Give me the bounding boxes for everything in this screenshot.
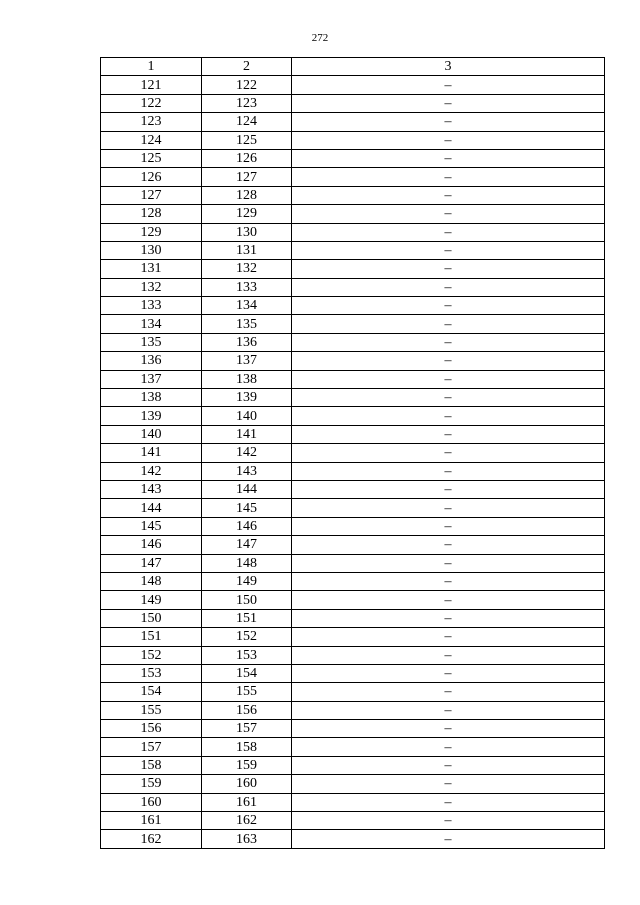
table-cell-col-2: 137 (202, 352, 292, 370)
table-cell-col-3: – (292, 260, 605, 278)
table-row (101, 646, 605, 664)
table-row (101, 425, 605, 443)
table-cell-col-1: 155 (101, 701, 202, 719)
table-row (101, 517, 605, 535)
table-cell-col-3: – (292, 536, 605, 554)
table-cell-col-3: – (292, 499, 605, 517)
table-cell-col-3: – (292, 609, 605, 627)
table-body (101, 76, 605, 848)
table-row (101, 315, 605, 333)
table-cell-col-2: 156 (202, 701, 292, 719)
table-cell-col-1: 156 (101, 720, 202, 738)
table-cell-col-1: 127 (101, 186, 202, 204)
column-header-2: 2 (202, 58, 292, 76)
table-cell-col-2: 131 (202, 241, 292, 259)
header-row (101, 58, 605, 76)
page-number: 272 (311, 32, 329, 44)
table-row (101, 370, 605, 388)
table-cell-col-1: 157 (101, 738, 202, 756)
table-cell-col-2: 148 (202, 554, 292, 572)
table-row (101, 480, 605, 498)
data-table (100, 57, 605, 849)
table-cell-col-3: – (292, 812, 605, 830)
table-cell-col-3: – (292, 149, 605, 167)
table-cell-col-1: 142 (101, 462, 202, 480)
table-cell-col-1: 126 (101, 168, 202, 186)
table-cell-col-2: 134 (202, 297, 292, 315)
table-cell-col-3: – (292, 333, 605, 351)
table-cell-col-1: 124 (101, 131, 202, 149)
table-cell-col-1: 149 (101, 591, 202, 609)
table-cell-col-3: – (292, 830, 605, 848)
table-cell-col-1: 128 (101, 205, 202, 223)
table-row (101, 113, 605, 131)
table-cell-col-3: – (292, 94, 605, 112)
table-cell-col-1: 136 (101, 352, 202, 370)
table-cell-col-3: – (292, 701, 605, 719)
table-cell-col-1: 148 (101, 572, 202, 590)
table-row (101, 333, 605, 351)
table-cell-col-2: 124 (202, 113, 292, 131)
table-cell-col-3: – (292, 370, 605, 388)
table-row (101, 352, 605, 370)
table-row (101, 241, 605, 259)
table-cell-col-1: 137 (101, 370, 202, 388)
table-cell-col-3: – (292, 315, 605, 333)
table-cell-col-1: 154 (101, 683, 202, 701)
table-cell-col-1: 160 (101, 793, 202, 811)
table-cell-col-3: – (292, 517, 605, 535)
table-cell-col-1: 151 (101, 628, 202, 646)
table-cell-col-1: 153 (101, 664, 202, 682)
table-cell-col-1: 133 (101, 297, 202, 315)
table-row (101, 738, 605, 756)
table-cell-col-3: – (292, 131, 605, 149)
table-row (101, 168, 605, 186)
table-cell-col-3: – (292, 186, 605, 204)
table-row (101, 720, 605, 738)
table-cell-col-2: 145 (202, 499, 292, 517)
table-cell-col-3: – (292, 572, 605, 590)
table-row (101, 131, 605, 149)
table-cell-col-2: 158 (202, 738, 292, 756)
table-row (101, 793, 605, 811)
table-cell-col-2: 136 (202, 333, 292, 351)
table-cell-col-1: 147 (101, 554, 202, 572)
table-cell-col-3: – (292, 425, 605, 443)
table-row (101, 775, 605, 793)
table-cell-col-2: 138 (202, 370, 292, 388)
table-cell-col-2: 150 (202, 591, 292, 609)
table-cell-col-3: – (292, 113, 605, 131)
table-cell-col-3: – (292, 389, 605, 407)
table-cell-col-1: 145 (101, 517, 202, 535)
table-cell-col-2: 129 (202, 205, 292, 223)
table-cell-col-1: 140 (101, 425, 202, 443)
table-row (101, 683, 605, 701)
table-row (101, 389, 605, 407)
table-row (101, 830, 605, 848)
table-cell-col-2: 142 (202, 444, 292, 462)
table-row (101, 628, 605, 646)
table-cell-col-2: 152 (202, 628, 292, 646)
table-cell-col-2: 133 (202, 278, 292, 296)
table-cell-col-3: – (292, 297, 605, 315)
table-cell-col-3: – (292, 352, 605, 370)
table-cell-col-2: 139 (202, 389, 292, 407)
table-cell-col-1: 132 (101, 278, 202, 296)
table-cell-col-3: – (292, 205, 605, 223)
table-cell-col-1: 130 (101, 241, 202, 259)
table-cell-col-2: 149 (202, 572, 292, 590)
table-cell-col-2: 140 (202, 407, 292, 425)
table-cell-col-2: 155 (202, 683, 292, 701)
column-header-1: 1 (101, 58, 202, 76)
table-row (101, 499, 605, 517)
table-cell-col-3: – (292, 664, 605, 682)
table-cell-col-3: – (292, 628, 605, 646)
table-row (101, 205, 605, 223)
table-cell-col-1: 143 (101, 480, 202, 498)
table-cell-col-3: – (292, 720, 605, 738)
table-cell-col-2: 160 (202, 775, 292, 793)
table-cell-col-2: 157 (202, 720, 292, 738)
table-cell-col-2: 147 (202, 536, 292, 554)
table-cell-col-2: 126 (202, 149, 292, 167)
table-cell-col-1: 121 (101, 76, 202, 94)
table-row (101, 297, 605, 315)
table-cell-col-3: – (292, 241, 605, 259)
table-cell-col-2: 125 (202, 131, 292, 149)
table-cell-col-3: – (292, 444, 605, 462)
table-cell-col-3: – (292, 554, 605, 572)
table-cell-col-1: 146 (101, 536, 202, 554)
table-row (101, 701, 605, 719)
table-row (101, 149, 605, 167)
table-cell-col-1: 152 (101, 646, 202, 664)
table-cell-col-3: – (292, 76, 605, 94)
table-cell-col-1: 123 (101, 113, 202, 131)
table-cell-col-3: – (292, 756, 605, 774)
table-cell-col-3: – (292, 407, 605, 425)
table-cell-col-1: 125 (101, 149, 202, 167)
table-cell-col-3: – (292, 738, 605, 756)
table-row (101, 572, 605, 590)
table-cell-col-1: 129 (101, 223, 202, 241)
table-row (101, 223, 605, 241)
table-cell-col-3: – (292, 793, 605, 811)
table-cell-col-3: – (292, 462, 605, 480)
table-row (101, 609, 605, 627)
table-cell-col-3: – (292, 278, 605, 296)
table-cell-col-1: 162 (101, 830, 202, 848)
table-cell-col-2: 163 (202, 830, 292, 848)
table-cell-col-2: 154 (202, 664, 292, 682)
table-cell-col-1: 131 (101, 260, 202, 278)
table-cell-col-2: 144 (202, 480, 292, 498)
table-cell-col-2: 135 (202, 315, 292, 333)
column-header-3: 3 (292, 58, 605, 76)
table-cell-col-3: – (292, 480, 605, 498)
table-cell-col-3: – (292, 223, 605, 241)
table-row (101, 94, 605, 112)
table-cell-col-2: 132 (202, 260, 292, 278)
table-cell-col-2: 146 (202, 517, 292, 535)
table-cell-col-2: 151 (202, 609, 292, 627)
table-cell-col-1: 141 (101, 444, 202, 462)
table-cell-col-2: 153 (202, 646, 292, 664)
table-cell-col-2: 122 (202, 76, 292, 94)
table-cell-col-1: 122 (101, 94, 202, 112)
table-cell-col-1: 158 (101, 756, 202, 774)
table-cell-col-2: 159 (202, 756, 292, 774)
table-row (101, 278, 605, 296)
table-row (101, 664, 605, 682)
table-row (101, 407, 605, 425)
table-cell-col-2: 143 (202, 462, 292, 480)
table-cell-col-3: – (292, 591, 605, 609)
table-row (101, 591, 605, 609)
table-row (101, 756, 605, 774)
table-row (101, 186, 605, 204)
table-row (101, 260, 605, 278)
table-row (101, 536, 605, 554)
table-cell-col-3: – (292, 646, 605, 664)
table-cell-col-2: 141 (202, 425, 292, 443)
table-row (101, 444, 605, 462)
table-row (101, 76, 605, 94)
table-row (101, 812, 605, 830)
table-cell-col-2: 130 (202, 223, 292, 241)
table-cell-col-1: 150 (101, 609, 202, 627)
table-row (101, 554, 605, 572)
table-cell-col-1: 159 (101, 775, 202, 793)
table-cell-col-1: 134 (101, 315, 202, 333)
table-cell-col-1: 144 (101, 499, 202, 517)
table-cell-col-1: 139 (101, 407, 202, 425)
table-cell-col-1: 161 (101, 812, 202, 830)
table-cell-col-3: – (292, 683, 605, 701)
table-cell-col-1: 138 (101, 389, 202, 407)
table-cell-col-1: 135 (101, 333, 202, 351)
table-row (101, 462, 605, 480)
table-header (101, 58, 605, 76)
table-cell-col-2: 162 (202, 812, 292, 830)
table-cell-col-2: 127 (202, 168, 292, 186)
table-cell-col-3: – (292, 168, 605, 186)
table-cell-col-2: 161 (202, 793, 292, 811)
table-cell-col-2: 123 (202, 94, 292, 112)
table-cell-col-3: – (292, 775, 605, 793)
table-cell-col-2: 128 (202, 186, 292, 204)
